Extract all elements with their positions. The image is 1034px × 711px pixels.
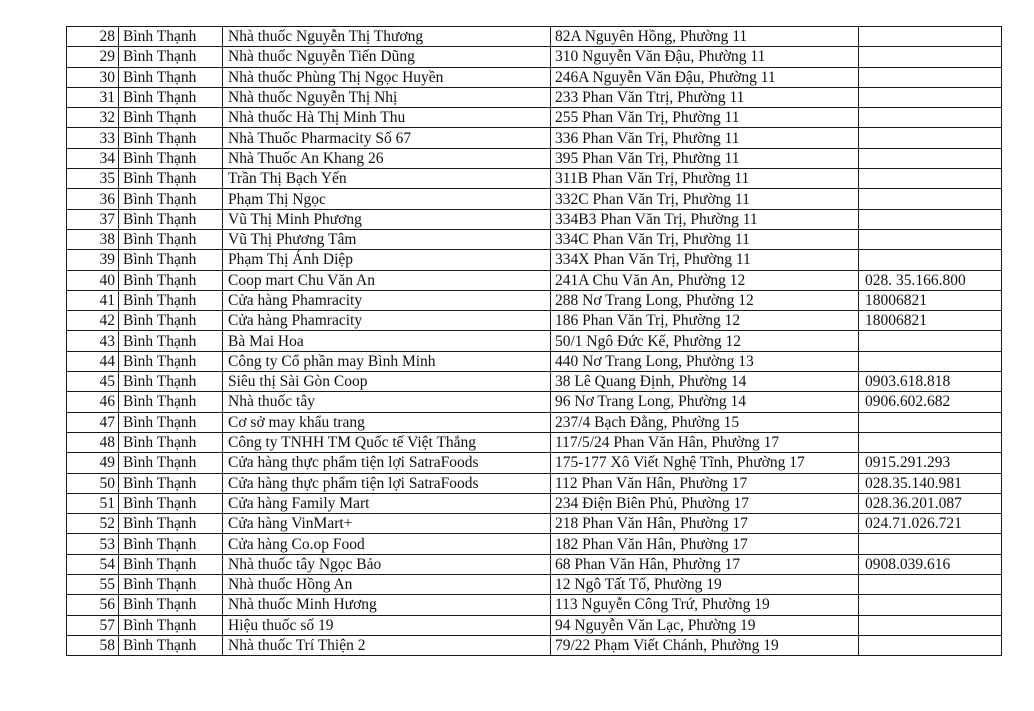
row-number-cell: 54 bbox=[67, 554, 119, 574]
row-number-cell: 44 bbox=[67, 351, 119, 371]
district-cell: Bình Thạnh bbox=[119, 473, 223, 493]
phone-cell bbox=[859, 27, 1002, 47]
row-number-cell: 36 bbox=[67, 189, 119, 209]
store-name-cell: Vũ Thị Phương Tâm bbox=[223, 229, 551, 249]
phone-cell bbox=[859, 67, 1002, 87]
store-name-cell: Cửa hàng thực phẩm tiện lợi SatraFoods bbox=[223, 453, 551, 473]
phone-cell: 028. 35.166.800 bbox=[859, 270, 1002, 290]
store-name-cell: Coop mart Chu Văn An bbox=[223, 270, 551, 290]
table-row bbox=[67, 290, 1002, 310]
phone-cell: 0908.039.616 bbox=[859, 554, 1002, 574]
row-number-cell: 39 bbox=[67, 250, 119, 270]
store-name-cell: Nhà thuốc Trí Thiện 2 bbox=[223, 635, 551, 655]
table-row bbox=[67, 635, 1002, 655]
store-name-cell: Cơ sở may khẩu trang bbox=[223, 412, 551, 432]
table-row bbox=[67, 615, 1002, 635]
address-cell: 237/4 Bạch Đằng, Phường 15 bbox=[551, 412, 859, 432]
phone-cell bbox=[859, 108, 1002, 128]
table-row bbox=[67, 595, 1002, 615]
address-cell: 234 Điện Biên Phủ, Phường 17 bbox=[551, 493, 859, 513]
row-number-cell: 30 bbox=[67, 67, 119, 87]
address-cell: 50/1 Ngô Đức Kế, Phường 12 bbox=[551, 331, 859, 351]
row-number-cell: 46 bbox=[67, 392, 119, 412]
phone-cell bbox=[859, 575, 1002, 595]
table-row bbox=[67, 229, 1002, 249]
phone-cell bbox=[859, 189, 1002, 209]
row-number-cell: 52 bbox=[67, 514, 119, 534]
phone-cell bbox=[859, 128, 1002, 148]
phone-cell: 0903.618.818 bbox=[859, 372, 1002, 392]
row-number-cell: 50 bbox=[67, 473, 119, 493]
address-cell: 241A Chu Văn An, Phường 12 bbox=[551, 270, 859, 290]
phone-cell bbox=[859, 534, 1002, 554]
phone-cell: 024.71.026.721 bbox=[859, 514, 1002, 534]
address-cell: 332C Phan Văn Trị, Phường 11 bbox=[551, 189, 859, 209]
address-cell: 334X Phan Văn Trị, Phường 11 bbox=[551, 250, 859, 270]
row-number-cell: 34 bbox=[67, 148, 119, 168]
address-cell: 117/5/24 Phan Văn Hân, Phường 17 bbox=[551, 432, 859, 452]
address-cell: 246A Nguyễn Văn Đậu, Phường 11 bbox=[551, 67, 859, 87]
table-row bbox=[67, 453, 1002, 473]
district-cell: Bình Thạnh bbox=[119, 311, 223, 331]
store-name-cell: Nhà thuốc tây bbox=[223, 392, 551, 412]
phone-cell bbox=[859, 148, 1002, 168]
table-row bbox=[67, 331, 1002, 351]
phone-cell bbox=[859, 209, 1002, 229]
phone-cell bbox=[859, 47, 1002, 67]
district-cell: Bình Thạnh bbox=[119, 392, 223, 412]
address-cell: 112 Phan Văn Hân, Phường 17 bbox=[551, 473, 859, 493]
district-cell: Bình Thạnh bbox=[119, 189, 223, 209]
store-name-cell: Nhà Thuốc Pharmacity Số 67 bbox=[223, 128, 551, 148]
row-number-cell: 29 bbox=[67, 47, 119, 67]
address-cell: 233 Phan Văn Ttrị, Phường 11 bbox=[551, 87, 859, 107]
row-number-cell: 42 bbox=[67, 311, 119, 331]
table-row bbox=[67, 270, 1002, 290]
phone-cell bbox=[859, 351, 1002, 371]
district-cell: Bình Thạnh bbox=[119, 290, 223, 310]
row-number-cell: 58 bbox=[67, 635, 119, 655]
store-name-cell: Trần Thị Bạch Yến bbox=[223, 169, 551, 189]
table-row bbox=[67, 432, 1002, 452]
phone-cell bbox=[859, 412, 1002, 432]
address-cell: 94 Nguyễn Văn Lạc, Phường 19 bbox=[551, 615, 859, 635]
phone-cell bbox=[859, 87, 1002, 107]
table-row bbox=[67, 311, 1002, 331]
store-name-cell: Nhà thuốc Phùng Thị Ngọc Huyền bbox=[223, 67, 551, 87]
address-cell: 82A Nguyên Hồng, Phường 11 bbox=[551, 27, 859, 47]
row-number-cell: 32 bbox=[67, 108, 119, 128]
store-name-cell: Nhà thuốc Minh Hương bbox=[223, 595, 551, 615]
address-cell: 334B3 Phan Văn Trị, Phường 11 bbox=[551, 209, 859, 229]
store-name-cell: Cửa hàng Family Mart bbox=[223, 493, 551, 513]
store-name-cell: Nhà thuốc Nguyễn Tiến Dũng bbox=[223, 47, 551, 67]
store-name-cell: Phạm Thị Ánh Diệp bbox=[223, 250, 551, 270]
table-row bbox=[67, 148, 1002, 168]
store-name-cell: Nhà thuốc Nguyễn Thị Nhị bbox=[223, 87, 551, 107]
row-number-cell: 38 bbox=[67, 229, 119, 249]
phone-cell bbox=[859, 229, 1002, 249]
phone-cell bbox=[859, 432, 1002, 452]
district-cell: Bình Thạnh bbox=[119, 534, 223, 554]
district-cell: Bình Thạnh bbox=[119, 169, 223, 189]
row-number-cell: 57 bbox=[67, 615, 119, 635]
store-name-cell: Công ty Cổ phần may Bình Minh bbox=[223, 351, 551, 371]
phone-cell bbox=[859, 635, 1002, 655]
table-body bbox=[67, 27, 1002, 656]
table-row bbox=[67, 67, 1002, 87]
address-cell: 96 Nơ Trang Long, Phường 14 bbox=[551, 392, 859, 412]
row-number-cell: 31 bbox=[67, 87, 119, 107]
table-row bbox=[67, 473, 1002, 493]
table-row bbox=[67, 392, 1002, 412]
address-cell: 255 Phan Văn Trị, Phường 11 bbox=[551, 108, 859, 128]
address-cell: 311B Phan Văn Trị, Phường 11 bbox=[551, 169, 859, 189]
table-row bbox=[67, 27, 1002, 47]
address-cell: 182 Phan Văn Hân, Phường 17 bbox=[551, 534, 859, 554]
district-cell: Bình Thạnh bbox=[119, 331, 223, 351]
row-number-cell: 28 bbox=[67, 27, 119, 47]
row-number-cell: 47 bbox=[67, 412, 119, 432]
address-cell: 440 Nơ Trang Long, Phường 13 bbox=[551, 351, 859, 371]
row-number-cell: 51 bbox=[67, 493, 119, 513]
district-cell: Bình Thạnh bbox=[119, 67, 223, 87]
phone-cell bbox=[859, 595, 1002, 615]
table-row bbox=[67, 169, 1002, 189]
pharmacy-list-table bbox=[66, 26, 1002, 656]
row-number-cell: 56 bbox=[67, 595, 119, 615]
store-name-cell: Cửa hàng Co.op Food bbox=[223, 534, 551, 554]
district-cell: Bình Thạnh bbox=[119, 635, 223, 655]
address-cell: 310 Nguyễn Văn Đậu, Phường 11 bbox=[551, 47, 859, 67]
table-row bbox=[67, 493, 1002, 513]
row-number-cell: 33 bbox=[67, 128, 119, 148]
phone-cell bbox=[859, 615, 1002, 635]
phone-cell: 0915.291.293 bbox=[859, 453, 1002, 473]
district-cell: Bình Thạnh bbox=[119, 595, 223, 615]
district-cell: Bình Thạnh bbox=[119, 351, 223, 371]
table-row bbox=[67, 250, 1002, 270]
address-cell: 175-177 Xô Viết Nghệ Tĩnh, Phường 17 bbox=[551, 453, 859, 473]
store-name-cell: Siêu thị Sài Gòn Coop bbox=[223, 372, 551, 392]
phone-cell bbox=[859, 169, 1002, 189]
phone-cell: 18006821 bbox=[859, 290, 1002, 310]
district-cell: Bình Thạnh bbox=[119, 128, 223, 148]
phone-cell: 028.36.201.087 bbox=[859, 493, 1002, 513]
table-row bbox=[67, 108, 1002, 128]
row-number-cell: 40 bbox=[67, 270, 119, 290]
district-cell: Bình Thạnh bbox=[119, 270, 223, 290]
district-cell: Bình Thạnh bbox=[119, 514, 223, 534]
phone-cell: 0906.602.682 bbox=[859, 392, 1002, 412]
address-cell: 288 Nơ Trang Long, Phường 12 bbox=[551, 290, 859, 310]
district-cell: Bình Thạnh bbox=[119, 432, 223, 452]
address-cell: 336 Phan Văn Trị, Phường 11 bbox=[551, 128, 859, 148]
row-number-cell: 49 bbox=[67, 453, 119, 473]
row-number-cell: 45 bbox=[67, 372, 119, 392]
district-cell: Bình Thạnh bbox=[119, 47, 223, 67]
table-row bbox=[67, 534, 1002, 554]
store-name-cell: Nhà thuốc Hà Thị Minh Thu bbox=[223, 108, 551, 128]
address-cell: 79/22 Phạm Viết Chánh, Phường 19 bbox=[551, 635, 859, 655]
address-cell: 186 Phan Văn Trị, Phường 12 bbox=[551, 311, 859, 331]
district-cell: Bình Thạnh bbox=[119, 412, 223, 432]
district-cell: Bình Thạnh bbox=[119, 108, 223, 128]
district-cell: Bình Thạnh bbox=[119, 554, 223, 574]
district-cell: Bình Thạnh bbox=[119, 453, 223, 473]
table-row bbox=[67, 412, 1002, 432]
store-name-cell: Vũ Thị Minh Phương bbox=[223, 209, 551, 229]
table-row bbox=[67, 189, 1002, 209]
district-cell: Bình Thạnh bbox=[119, 27, 223, 47]
store-name-cell: Nhà thuốc Nguyễn Thị Thương bbox=[223, 27, 551, 47]
row-number-cell: 37 bbox=[67, 209, 119, 229]
table-row bbox=[67, 575, 1002, 595]
store-name-cell: Hiệu thuốc số 19 bbox=[223, 615, 551, 635]
district-cell: Bình Thạnh bbox=[119, 615, 223, 635]
row-number-cell: 43 bbox=[67, 331, 119, 351]
phone-cell bbox=[859, 250, 1002, 270]
table-row bbox=[67, 209, 1002, 229]
address-cell: 38 Lê Quang Định, Phường 14 bbox=[551, 372, 859, 392]
district-cell: Bình Thạnh bbox=[119, 493, 223, 513]
phone-cell bbox=[859, 331, 1002, 351]
store-name-cell: Cửa hàng thực phẩm tiện lợi SatraFoods bbox=[223, 473, 551, 493]
row-number-cell: 48 bbox=[67, 432, 119, 452]
table-row bbox=[67, 47, 1002, 67]
district-cell: Bình Thạnh bbox=[119, 148, 223, 168]
store-name-cell: Công ty TNHH TM Quốc tế Việt Thắng bbox=[223, 432, 551, 452]
store-name-cell: Cửa hàng Phamracity bbox=[223, 290, 551, 310]
table-row bbox=[67, 514, 1002, 534]
store-name-cell: Nhà Thuốc An Khang 26 bbox=[223, 148, 551, 168]
address-cell: 113 Nguyễn Công Trứ, Phường 19 bbox=[551, 595, 859, 615]
table-row bbox=[67, 87, 1002, 107]
table-row bbox=[67, 554, 1002, 574]
store-name-cell: Bà Mai Hoa bbox=[223, 331, 551, 351]
store-name-cell: Nhà thuốc tây Ngọc Bảo bbox=[223, 554, 551, 574]
district-cell: Bình Thạnh bbox=[119, 372, 223, 392]
table-row bbox=[67, 372, 1002, 392]
district-cell: Bình Thạnh bbox=[119, 575, 223, 595]
store-name-cell: Phạm Thị Ngọc bbox=[223, 189, 551, 209]
address-cell: 395 Phan Văn Trị, Phường 11 bbox=[551, 148, 859, 168]
row-number-cell: 35 bbox=[67, 169, 119, 189]
district-cell: Bình Thạnh bbox=[119, 250, 223, 270]
district-cell: Bình Thạnh bbox=[119, 229, 223, 249]
row-number-cell: 55 bbox=[67, 575, 119, 595]
address-cell: 334C Phan Văn Trị, Phường 11 bbox=[551, 229, 859, 249]
address-cell: 12 Ngô Tất Tố, Phường 19 bbox=[551, 575, 859, 595]
district-cell: Bình Thạnh bbox=[119, 87, 223, 107]
table-row bbox=[67, 351, 1002, 371]
address-cell: 68 Phan Văn Hân, Phường 17 bbox=[551, 554, 859, 574]
row-number-cell: 41 bbox=[67, 290, 119, 310]
phone-cell: 028.35.140.981 bbox=[859, 473, 1002, 493]
address-cell: 218 Phan Văn Hân, Phường 17 bbox=[551, 514, 859, 534]
district-cell: Bình Thạnh bbox=[119, 209, 223, 229]
row-number-cell: 53 bbox=[67, 534, 119, 554]
table-row bbox=[67, 128, 1002, 148]
store-name-cell: Cửa hàng VinMart+ bbox=[223, 514, 551, 534]
store-name-cell: Cửa hàng Phamracity bbox=[223, 311, 551, 331]
store-name-cell: Nhà thuốc Hồng An bbox=[223, 575, 551, 595]
phone-cell: 18006821 bbox=[859, 311, 1002, 331]
